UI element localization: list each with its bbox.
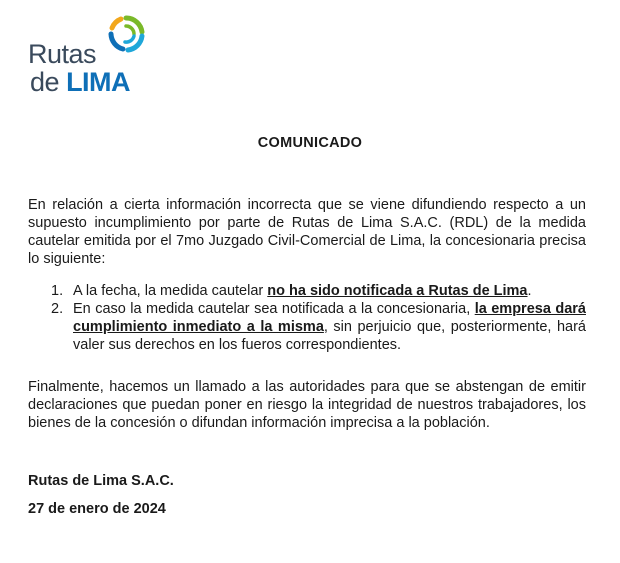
logo-text-rutas: Rutas <box>28 39 97 69</box>
intro-paragraph: En relación a cierta información incorrecta que se viene difundiendo respecto a un supuesto incumplimiento por parte de Rutas de Lima S.A.C. (RDL) de la medida cautelar emitida por el 7mo Juzgado Civil-Comercial de Lima, la concesionaria precisa lo siguiente: <box>28 197 586 267</box>
logo-text-de-lima <box>30 68 130 96</box>
list-item-text: A la fecha, la medida cautelar <box>73 283 268 299</box>
list-item-text: En caso la medida cautelar sea notificada a la concesionaria, <box>73 301 475 317</box>
signature-company: Rutas de Lima S.A.C. <box>28 473 174 489</box>
list-item-number: 2. <box>51 301 64 317</box>
list-item-emphasis: la empresa dará cumplimiento inmediato a la misma <box>73 301 586 335</box>
rutas-de-lima-logo <box>28 14 148 97</box>
points-list <box>28 282 586 354</box>
list-item-number: 1. <box>51 283 64 299</box>
list-item-emphasis: no ha sido notificada a Rutas de Lima <box>267 283 528 299</box>
logo-text-de: de <box>30 67 60 97</box>
closing-paragraph: Finalmente, hacemos un llamado a las autoridades para que se abstengan de emitir declaraciones que puedan poner en riesgo la integridad de nuestros trabajadores, los bienes de la concesión o difundan información imprecisa a la población. <box>28 379 586 431</box>
document-title: COMUNICADO <box>257 135 363 151</box>
list-item-text-end: , sin perjuicio que, posteriormente, hará valer sus derechos en los fueros correspondientes. <box>73 319 586 353</box>
logo-swirl-icon <box>106 14 146 54</box>
signature-date: 27 de enero de 2024 <box>28 501 166 517</box>
logo-text-lima: LIMA <box>66 67 131 97</box>
list-item-text-end: . <box>527 283 532 299</box>
list-item <box>28 282 586 300</box>
list-item <box>28 300 586 354</box>
